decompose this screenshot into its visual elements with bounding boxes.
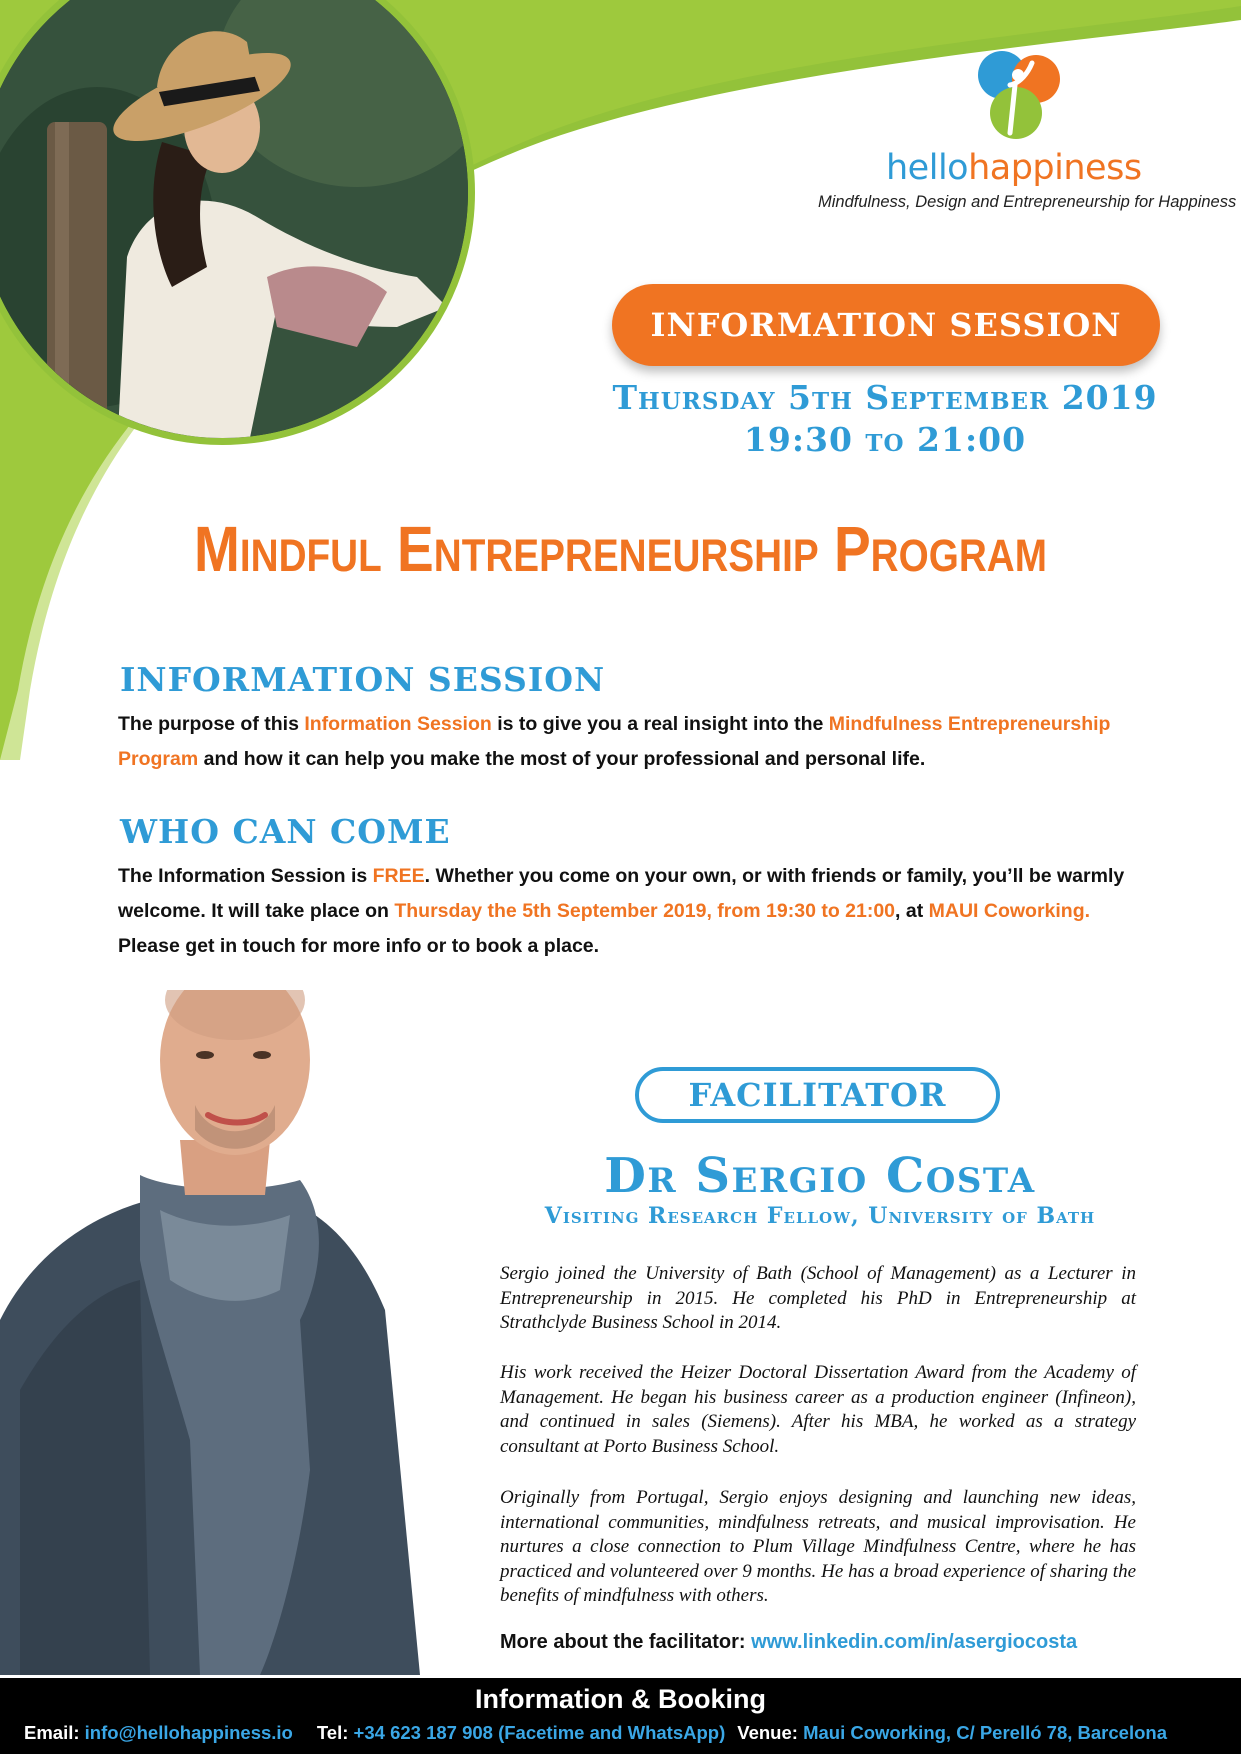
facilitator-bio-paragraph: Sergio joined the University of Bath (School of Management) as a Lecturer in Entrepreneurship in 2015. He completed his PhD in Entrepreneurship at Strathclyde Business School in 2014.: [500, 1263, 1136, 1333]
brand-tagline: Mindfulness, Design and Entrepreneurship for Happiness: [818, 193, 1237, 211]
info-section-text: [118, 707, 1128, 777]
info-section-heading: INFORMATION SESSION: [120, 660, 606, 699]
brand-word-hello: hello: [886, 148, 969, 188]
more-info-label: More about the facilitator:: [500, 1631, 752, 1653]
information-session-badge: INFORMATION SESSION: [612, 284, 1160, 366]
who-text-part: Please get in touch for more info or to book a place.: [118, 935, 600, 957]
who-section-text: [118, 859, 1128, 964]
footer-contact-line: [24, 1722, 1167, 1744]
info-text-part: is to give you a real insight into the: [491, 713, 829, 735]
brand-word-happiness: happiness: [968, 148, 1142, 188]
venue-label: Venue:: [737, 1722, 804, 1743]
info-text-part: and how it can help you make the most of your professional and personal life.: [198, 748, 926, 770]
venue-address: Maui Coworking, C/ Perelló 78, Barcelona: [803, 1722, 1167, 1743]
email-link[interactable]: info@hellohappiness.io: [84, 1722, 293, 1743]
facilitator-more-info: [500, 1631, 1077, 1654]
booking-footer: [0, 1678, 1241, 1754]
facilitator-badge: FACILITATOR: [635, 1067, 1000, 1123]
facilitator-photo: [0, 990, 440, 1675]
tel-label: Tel:: [316, 1722, 354, 1743]
footer-title: Information & Booking: [475, 1684, 766, 1714]
facilitator-role: Visiting Research Fellow, University of Bath: [544, 1203, 1096, 1229]
linkedin-link[interactable]: www.linkedin.com/in/asergiocosta: [751, 1631, 1078, 1653]
session-time: 19:30 to 21:00: [743, 420, 1027, 459]
email-label: Email:: [24, 1722, 85, 1743]
who-highlight-datetime: Thursday the 5th September 2019, from 19:30 to 21:00: [394, 900, 896, 922]
tel-link[interactable]: +34 623 187 908 (Facetime and WhatsApp): [353, 1722, 726, 1743]
facilitator-name: Dr Sergio Costa: [604, 1148, 1036, 1204]
who-text-part: The Information Session is: [118, 865, 373, 887]
who-text-part: , at: [895, 900, 929, 922]
facilitator-bio-paragraph: His work received the Heizer Doctoral Dissertation Award from the Academy of Management. He began his business career as a production engineer (Infineon), and continued in sales (Siemens). After his MBA, he worked as a strategy consultant at Porto Business School.: [500, 1362, 1136, 1457]
facilitator-bio-paragraph: Originally from Portugal, Sergio enjoys designing and launching new ideas, international communities, mindfulness retreats, and musical improvisation. He nurtures a close connection to Plum Village Mindfulness Centre, where he has practiced and volunteered over 9 months. He has a broad experience of sharing the benefits of mindfulness with others.: [500, 1487, 1136, 1606]
brand-wordmark: [886, 148, 1142, 188]
info-highlight-program: Mindfulness Entrepreneurship Program: [118, 713, 1111, 770]
hellohappiness-logo-icon: [970, 45, 1070, 145]
program-title: Mindful Entrepreneurship Program: [194, 513, 1047, 585]
who-section-heading: WHO CAN COME: [120, 812, 451, 851]
info-highlight-session: Information Session: [304, 713, 492, 735]
who-text-part: . Whether you come on your own, or with friends or family, you’ll be warmly welcome. It will take place on: [118, 865, 1125, 922]
who-highlight-free: FREE: [372, 865, 425, 887]
who-highlight-venue: MAUI Coworking.: [928, 900, 1091, 922]
info-text-part: The purpose of this: [118, 713, 305, 735]
session-date: Thursday 5th September 2019: [612, 378, 1158, 417]
